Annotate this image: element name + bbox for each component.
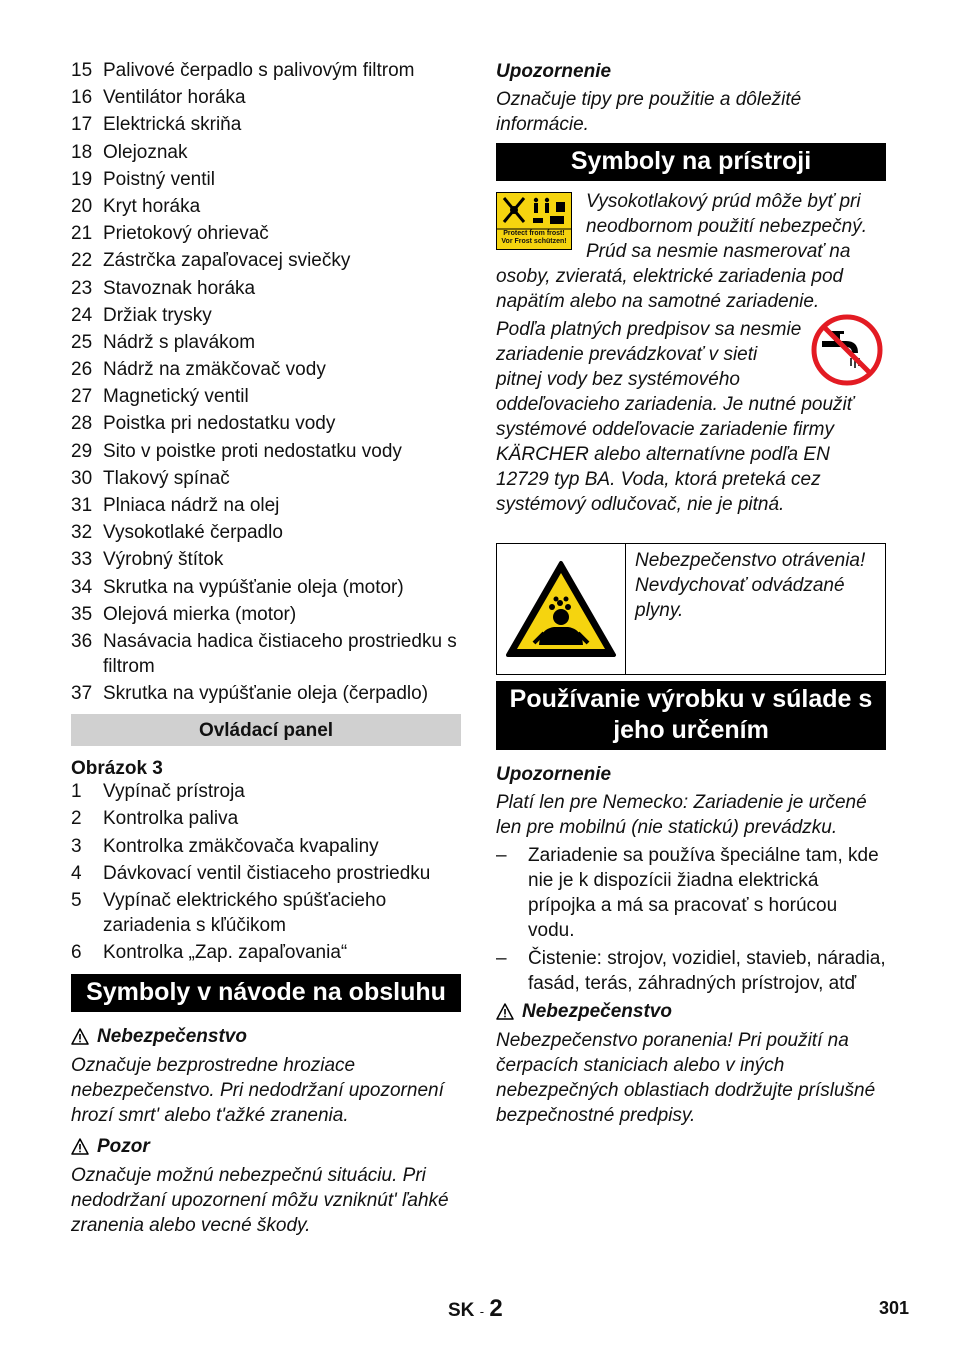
bullet-text: Čistenie: strojov, vozidiel, stavieb, náradia, fasád, terás, záhradných prístrojov, atď: [528, 948, 886, 994]
item-text: Plniaca nádrž na olej: [103, 495, 280, 516]
item-number: 16: [71, 87, 93, 109]
parts-list-item: [71, 303, 461, 328]
caution-text: Označuje možnú nebezpečnú situáciu. Pri nedodržaní upozornení môžu vzniknút' ľahké zranenia alebo vecné škody.: [71, 1165, 449, 1237]
item-number: 21: [71, 223, 93, 245]
intended-use-danger-text: Nebezpečenstvo poranenia! Pri použití na čerpacích staniciach alebo v iných nebezpečných oblastiach dodržujte príslušné bezpečnostné predpisy.: [496, 1030, 876, 1126]
item-text: Nasávacia hadica čistiaceho prostriedku s filtrom: [103, 630, 457, 677]
drinking-water-block: [496, 317, 886, 517]
bullet-text: Zariadenie sa používa špeciálne tam, kde nie je k dispozícii žiadna elektrická prípojka a má sa pracovať s horúcou vodu.: [528, 845, 879, 941]
page-number: 301: [879, 1298, 910, 1318]
item-text: Kontrolka „Zap. zapaľovania“: [103, 942, 348, 964]
warning-triangle-icon: [71, 1138, 89, 1155]
frost-warning-text: Protect from frost! Vor Frost schützen!: [501, 230, 567, 245]
item-text: Vypínač elektrického spúšťacieho zariadenia s kľúčikom: [103, 889, 387, 936]
parts-list-item: [71, 602, 461, 627]
warning-triangle-icon: [71, 1028, 89, 1045]
item-text: Kontrolka zmäkčovača kvapaliny: [103, 835, 379, 857]
control-panel-item: [71, 940, 461, 965]
parts-list-item: [71, 681, 461, 706]
item-text: Tlakový spínač: [103, 467, 230, 489]
item-text: Zástrčka zapaľovacej sviečky: [103, 250, 351, 272]
item-text: Výrobný štítok: [103, 549, 224, 571]
control-panel-heading: Ovládací panel: [71, 714, 461, 746]
item-text: Stavoznak horáka: [103, 277, 256, 299]
intended-use-danger-label-text: Nebezpečenstvo: [522, 1001, 672, 1022]
parts-list-item: [71, 520, 461, 545]
parts-list-item: [71, 411, 461, 436]
item-text: Vysokotlaké čerpadlo: [103, 522, 283, 544]
parts-list-item: [71, 493, 461, 518]
control-panel-item: [71, 888, 461, 938]
item-number: 30: [71, 467, 93, 489]
parts-list-item: [71, 167, 461, 192]
item-text: Sito v poistke proti nedostatku vody: [103, 440, 402, 462]
parts-list-item: [71, 248, 461, 273]
toxic-gas-warning-icon: [504, 559, 618, 659]
item-number: 26: [71, 359, 93, 381]
parts-list-item: [71, 439, 461, 464]
parts-list-item: [71, 85, 461, 110]
item-number: 36: [71, 630, 93, 652]
intended-use-heading: Používanie výrobku v súlade s jeho určením: [496, 681, 886, 750]
item-number: 31: [71, 495, 93, 516]
item-number: 15: [71, 60, 93, 81]
control-panel-item: [71, 861, 461, 886]
poison-text: Nebezpečenstvo otrávenia! Nevdychovať odvádzané plyny.: [635, 550, 866, 621]
item-text: Olejová mierka (motor): [103, 603, 297, 625]
item-text: Elektrická skriňa: [103, 114, 242, 136]
footer-separator: -: [479, 1304, 485, 1319]
item-text: Vypínač prístroja: [103, 781, 245, 803]
item-number: 3: [71, 835, 82, 857]
item-text: Kontrolka paliva: [103, 808, 239, 830]
control-panel-item: [71, 806, 461, 831]
high-pressure-block: [496, 189, 886, 314]
high-pressure-sign: [496, 192, 572, 250]
item-text: Nádrž na zmäkčovač vody: [103, 359, 326, 381]
parts-list-item: [71, 276, 461, 301]
item-number: 37: [71, 683, 93, 705]
control-panel-item: [71, 779, 461, 804]
danger-label-text: Nebezpečenstvo: [97, 1026, 247, 1048]
item-number: 35: [71, 603, 93, 625]
parts-list-item: [71, 357, 461, 382]
item-text: Skrutka na vypúšťanie oleja (čerpadlo): [103, 683, 429, 705]
control-panel-item: [71, 834, 461, 859]
parts-list-item: [71, 140, 461, 165]
parts-list-item: [71, 112, 461, 137]
item-number: 34: [71, 576, 93, 598]
item-number: 29: [71, 440, 93, 462]
manual-symbols-heading: Symboly v návode na obsluhu: [71, 974, 461, 1012]
caution-label: [71, 1134, 461, 1159]
item-number: 19: [71, 168, 93, 190]
intended-use-bullet: [496, 946, 886, 996]
bullet-dash: –: [496, 948, 507, 969]
intended-use-note-label: Upozornenie: [496, 764, 612, 785]
drinking-water-sign: [810, 313, 884, 389]
parts-list-item: [71, 466, 461, 491]
item-number: 24: [71, 304, 93, 326]
bullet-dash: –: [496, 845, 507, 866]
item-number: 20: [71, 195, 93, 217]
danger-text: Označuje bezprostredne hroziace nebezpečenstvo. Pri nedodržaní upozornení hrozí smrt' alebo t'ažké zranenia.: [71, 1055, 444, 1127]
item-text: Dávkovací ventil čistiaceho prostriedku: [103, 862, 431, 884]
poison-warning-box: [496, 543, 886, 675]
item-text: Palivové čerpadlo s palivovým filtrom: [103, 60, 415, 81]
item-text: Držiak trysky: [103, 304, 212, 326]
no-drinking-water-icon: [810, 313, 884, 387]
item-text: Nádrž s plavákom: [103, 331, 256, 353]
item-text: Kryt horáka: [103, 195, 201, 217]
item-text: Prietokový ohrievač: [103, 223, 269, 245]
item-number: 1: [71, 781, 82, 803]
item-text: Skrutka na vypúšťanie oleja (motor): [103, 576, 404, 598]
item-text: Poistný ventil: [103, 168, 215, 190]
parts-list: [71, 58, 461, 706]
parts-list-item: [71, 58, 461, 83]
intended-use-note-text: Platí len pre Nemecko: Zariadenie je určené len pre mobilnú (nie statickú) prevádzku.: [496, 792, 867, 838]
intended-use-danger-label: [496, 999, 886, 1024]
figure-label: Obrázok 3: [71, 758, 163, 780]
footer-lang: SK: [448, 1300, 475, 1321]
poison-sign-cell: [497, 544, 626, 674]
parts-list-item: [71, 221, 461, 246]
note-text: Označuje tipy pre použitie a dôležité informácie.: [496, 89, 802, 135]
intended-use-bullets: [496, 843, 886, 996]
parts-list-item: [71, 330, 461, 355]
item-number: 4: [71, 862, 82, 884]
item-text: Ventilátor horáka: [103, 87, 246, 109]
item-number: 18: [71, 141, 93, 163]
item-number: 17: [71, 114, 93, 136]
control-panel-list: [71, 779, 461, 965]
right-column: [496, 56, 886, 1128]
footer-section-page: 2: [489, 1295, 503, 1322]
item-number: 22: [71, 250, 93, 272]
drinking-water-text: Podľa platných predpisov sa nesmie zariadenie prevádzkovať v sieti pitnej vody bez systémového oddeľovacieho zariadenia. Je nutné použiť systémové oddeľovacie zariadenie firmy KÄRCHER alebo alternatívne podľa EN 12729 typ BA. Voda, ktorá preteká cez systémový odlučovač, nie je pitná.: [496, 319, 854, 515]
footer-section-label: [448, 1295, 503, 1323]
left-column: [71, 56, 461, 1238]
note-label: Upozornenie: [496, 61, 612, 82]
parts-list-item: [71, 194, 461, 219]
device-symbols-heading: Symboly na prístroji: [496, 143, 886, 181]
item-number: 32: [71, 522, 93, 544]
item-number: 2: [71, 808, 82, 830]
parts-list-item: [71, 575, 461, 600]
parts-list-item: [71, 547, 461, 572]
item-number: 25: [71, 331, 93, 353]
intended-use-bullet: [496, 843, 886, 943]
warning-triangle-icon: [496, 1003, 514, 1020]
item-number: 5: [71, 889, 82, 911]
item-text: Magnetický ventil: [103, 386, 249, 408]
parts-list-item: [71, 384, 461, 409]
parts-list-item: [71, 629, 461, 679]
high-pressure-text: Vysokotlakový prúd môže byť pri neodbornom použití nebezpečný. Prúd sa nesmie nasmerovať na osoby, zvieratá, elektrické zariadenia pod napätím alebo na samotné zariadenie.: [496, 191, 867, 312]
danger-label: [71, 1024, 461, 1049]
item-text: Poistka pri nedostatku vody: [103, 413, 336, 435]
item-number: 23: [71, 277, 93, 299]
item-number: 6: [71, 942, 82, 964]
item-number: 33: [71, 549, 93, 571]
item-number: 27: [71, 386, 93, 408]
item-text: Olejoznak: [103, 141, 188, 163]
item-number: 28: [71, 413, 93, 435]
caution-label-text: Pozor: [97, 1136, 150, 1158]
